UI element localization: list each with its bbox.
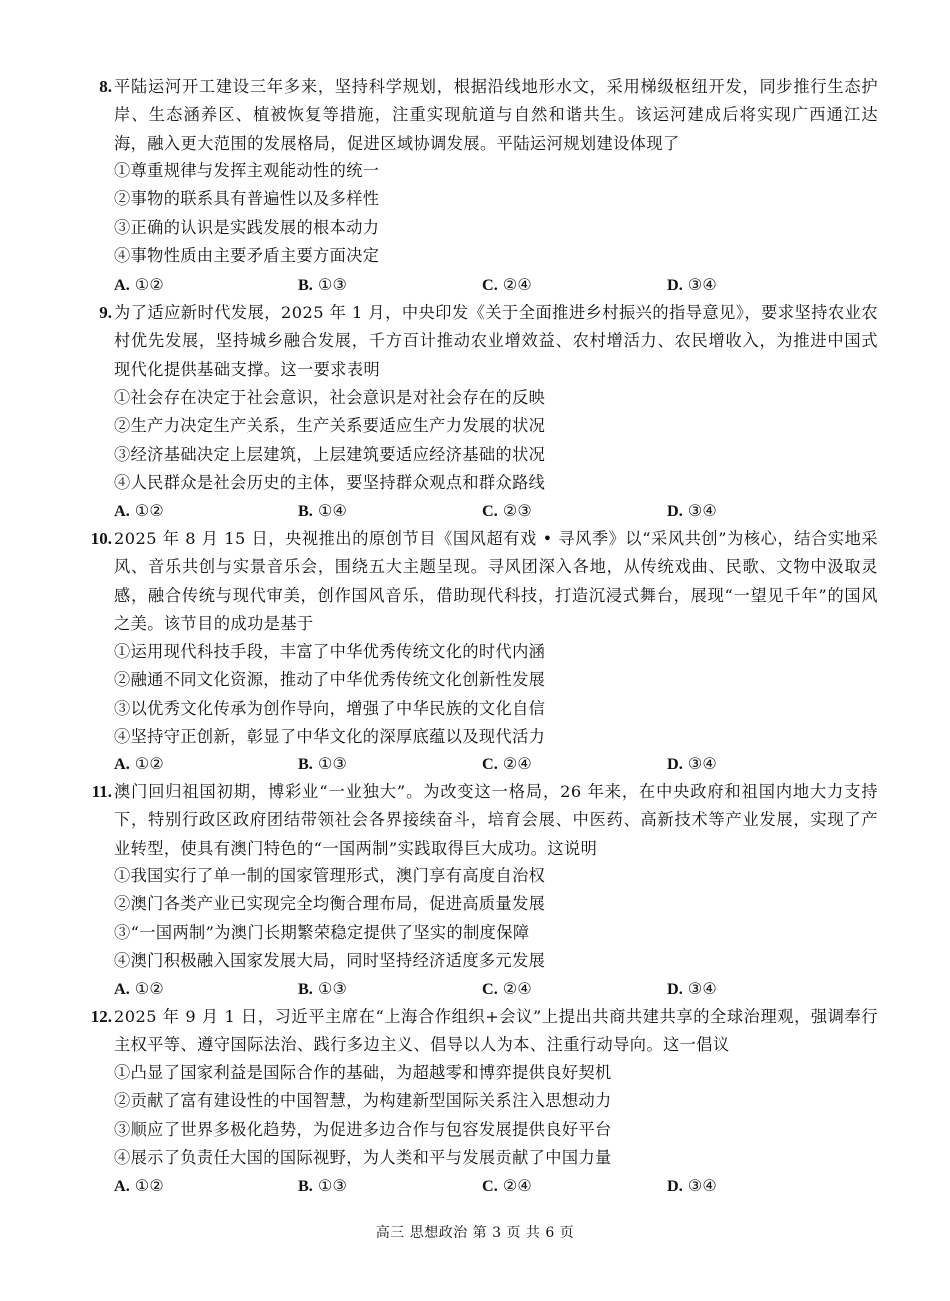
question-stem: 2025 年 8 月 15 日，央视推出的原创节目《国风超有戏 • 寻风季》以“采风共创”为核心，结合实地采风、音乐共创与实景音乐会，围绕五大主题呈现。寻风团深入各地，从传统戏曲、民歌、文物中汲取灵感，融合传统与现代审美，创作国风音乐，借助现代科技，打造沉浸式舞台，展现“一望见千年”的国风之美。该节目的成功是基于 xyxy=(114,529,878,634)
option-d: D. ③④ xyxy=(667,1176,717,1195)
statement-1: ①凸显了国家利益是国际合作的基础，为超越零和博弈提供良好契机 xyxy=(114,1063,612,1082)
question-stem: 为了适应新时代发展，2025 年 1 月，中央印发《关于全面推进乡村振兴的指导意见》，要求坚持农业农村优先发展，坚持城乡融合发展，千方百计推动农业增效益、农村增活力、农民增收入，为推进中国式现代化提供基础支撑。这一要求表明 xyxy=(114,303,879,379)
statement-1: ①社会存在决定于社会意识，社会意识是对社会存在的反映 xyxy=(114,388,546,407)
question-stem: 澳门回归祖国初期，博彩业“一业独大”。为改变这一格局，26 年来，在中央政府和祖国内地大力支持下，特别行政区政府团结带领社会各界接续奋斗，培育会展、中医药、高新技术等产业发展，实现了产业转型，使具有澳门特色的“一国两制”实践取得巨大成功。这说明 xyxy=(114,782,878,858)
statement-4: ④展示了负责任大国的国际视野，为人类和平与发展贡献了中国力量 xyxy=(114,1148,612,1168)
statement-list xyxy=(114,638,878,752)
statement-4: ④人民群众是社会历史的主体，要坚持群众观点和群众路线 xyxy=(114,473,546,493)
statement-list xyxy=(114,862,878,976)
statement-2: ②贡献了富有建设性的中国智慧，为构建新型国际关系注入思想动力 xyxy=(114,1091,612,1111)
statement-3: ③以优秀文化传承为创作导向，增强了中华民族的文化自信 xyxy=(114,698,546,718)
option-b: B. ①③ xyxy=(298,275,348,294)
statement-3: ③“一国两制”为澳门长期繁荣稳定提供了坚实的制度保障 xyxy=(114,922,530,942)
statement-1: ①运用现代科技手段，丰富了中华优秀传统文化的时代内涵 xyxy=(114,642,546,661)
option-c: C. ②④ xyxy=(482,1176,532,1195)
option-d: D. ③④ xyxy=(667,501,717,520)
option-b: B. ①③ xyxy=(298,754,348,773)
statement-2: ②事物的联系具有普遍性以及多样性 xyxy=(114,189,380,209)
question-number: 8. xyxy=(99,77,112,96)
answer-options xyxy=(114,271,878,299)
statement-1: ①尊重规律与发挥主观能动性的统一 xyxy=(114,161,380,180)
question-number: 10. xyxy=(90,529,112,548)
question-stem: 平陆运河开工建设三年多来，坚持科学规划，根据沿线地形水文，采用梯级枢纽开发，同步推行生态护岸、生态涵养区、植被恢复等措施，注重实现航道与自然和谐共生。该运河建成后将实现广西通江达海，融入更大范围的发展格局，促进区域协调发展。平陆运河规划建设体现了 xyxy=(114,77,878,153)
option-b: B. ①③ xyxy=(298,979,348,998)
question-stem: 2025 年 9 月 1 日，习近平主席在“上海合作组织+会议”上提出共商共建共享的全球治理观，强调奉行主权平等、遵守国际法治、践行多边主义、倡导以人为本、注重行动导向。这一倡议 xyxy=(114,1007,878,1055)
answer-options xyxy=(114,975,878,1003)
option-c: C. ②③ xyxy=(482,501,532,520)
option-d: D. ③④ xyxy=(667,979,717,998)
question-number: 11. xyxy=(91,782,112,801)
answer-options xyxy=(114,1172,878,1200)
option-c: C. ②④ xyxy=(482,754,532,773)
answer-options xyxy=(114,497,878,525)
option-a: A. ①② xyxy=(114,1176,164,1195)
option-c: C. ②④ xyxy=(482,979,532,998)
option-a: A. ①② xyxy=(114,979,164,998)
statement-list xyxy=(114,1059,878,1173)
statement-3: ③正确的认识是实践发展的根本动力 xyxy=(114,217,380,237)
statement-4: ④澳门积极融入国家发展大局，同时坚持经济适度多元发展 xyxy=(114,951,546,971)
statement-4: ④事物性质由主要矛盾主要方面决定 xyxy=(114,246,380,266)
statement-1: ①我国实行了单一制的国家管理形式，澳门享有高度自治权 xyxy=(114,866,546,885)
option-a: A. ①② xyxy=(114,275,164,294)
option-a: A. ①② xyxy=(114,754,164,773)
option-b: B. ①③ xyxy=(298,1176,348,1195)
statement-2: ②融通不同文化资源，推动了中华优秀传统文化创新性发展 xyxy=(114,670,546,690)
option-b: B. ①④ xyxy=(298,501,348,520)
statement-list xyxy=(114,157,878,271)
statement-list xyxy=(114,384,878,498)
statement-4: ④坚持守正创新，彰显了中华文化的深厚底蕴以及现代活力 xyxy=(114,727,546,747)
option-c: C. ②④ xyxy=(482,275,532,294)
option-d: D. ③④ xyxy=(667,754,717,773)
statement-2: ②澳门各类产业已实现完全均衡合理布局，促进高质量发展 xyxy=(114,894,546,914)
statement-2: ②生产力决定生产关系，生产关系要适应生产力发展的状况 xyxy=(114,416,546,436)
page-footer: 高三 思想政治 第 3 页 共 6 页 xyxy=(375,1225,575,1241)
option-a: A. ①② xyxy=(114,501,164,520)
statement-3: ③顺应了世界多极化趋势，为促进多边合作与包容发展提供良好平台 xyxy=(114,1119,612,1139)
option-d: D. ③④ xyxy=(667,275,717,294)
question-number: 9. xyxy=(99,303,112,322)
answer-options xyxy=(114,750,878,778)
question-number: 12. xyxy=(90,1007,112,1026)
statement-3: ③经济基础决定上层建筑，上层建筑要适应经济基础的状况 xyxy=(114,444,546,464)
